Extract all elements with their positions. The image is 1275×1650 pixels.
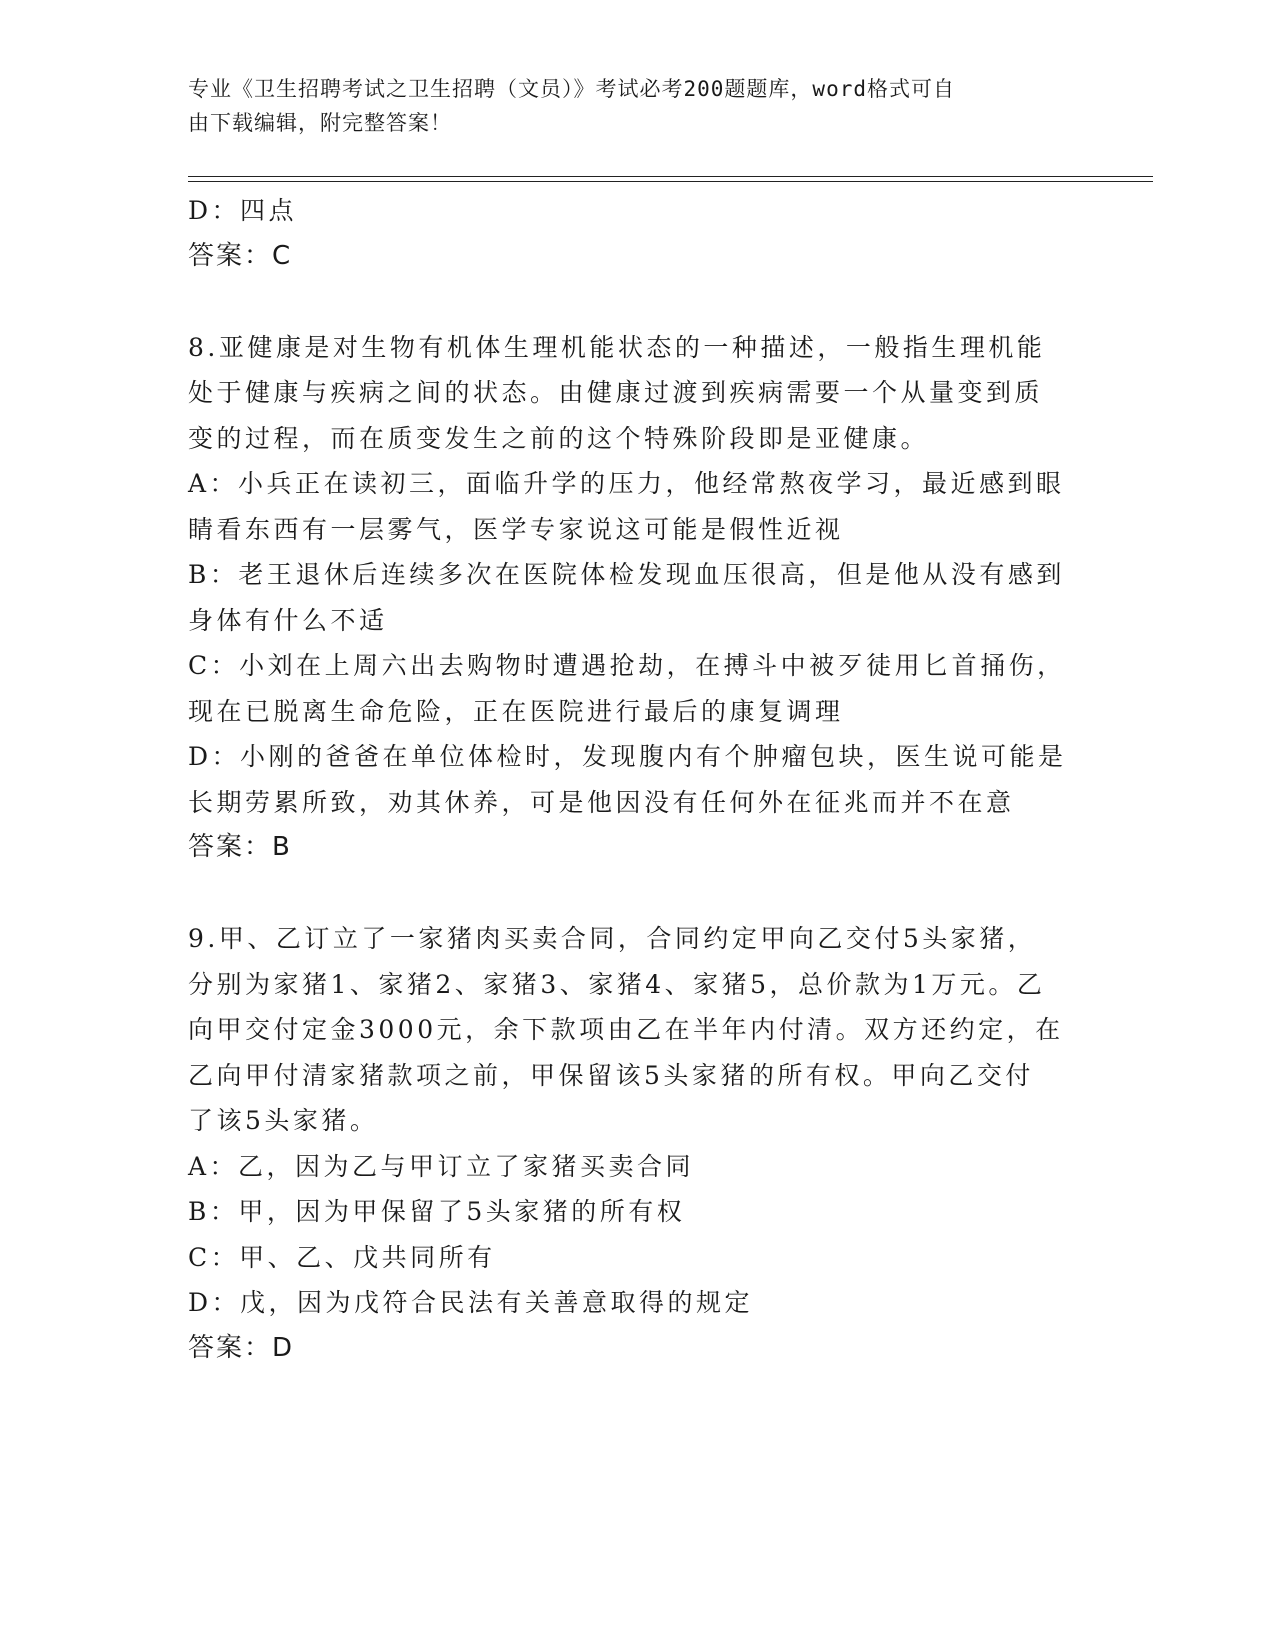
prev-answer: 答案：C: [188, 240, 293, 271]
q9-stem-line: 分别为家猪1、家猪2、家猪3、家猪4、家猪5，总价款为1万元。乙: [188, 969, 1046, 999]
q8-option-c-cont: 现在已脱离生命危险，正在医院进行最后的康复调理: [188, 696, 844, 726]
spacer: [188, 871, 1078, 917]
page-header: [188, 72, 1068, 140]
q9-option-c: C：甲、乙、戊共同所有: [188, 1242, 496, 1272]
q8-stem-line: 8.亚健康是对生物有机体生理机能状态的一种描述，一般指生理机能: [188, 332, 1046, 362]
q8-option-d: D：小刚的爸爸在单位体检时，发现腹内有个肿瘤包块，医生说可能是: [188, 742, 1067, 771]
header-line-1: 专业《卫生招聘考试之卫生招聘（文员）》考试必考200题题库，word格式可自: [188, 77, 955, 101]
spacer: [188, 279, 1078, 325]
q8-stem-line: 处于健康与疾病之间的状态。由健康过渡到疾病需要一个从量变到质: [188, 378, 1044, 407]
question-8: [188, 325, 1078, 871]
q8-option-a-cont: 睛看东西有一层雾气，医学专家说这可能是假性近视: [188, 514, 844, 544]
q9-option-a: A：乙，因为乙与甲订立了家猪买卖合同: [188, 1151, 695, 1181]
q9-answer: 答案：D: [188, 1332, 295, 1363]
q8-option-c: C：小刘在上周六出去购物时遭遇抢劫，在搏斗中被歹徒用匕首捅伤，: [188, 651, 1066, 680]
q8-stem-line: 变的过程，而在质变发生之前的这个特殊阶段即是亚健康。: [188, 423, 930, 453]
document-body: [188, 188, 1078, 1371]
q9-stem-line: 9.甲、乙订立了一家猪肉买卖合同，合同约定甲向乙交付5头家猪，: [188, 924, 1037, 953]
header-line-2: 由下载编辑，附完整答案！: [188, 111, 452, 135]
question-9: [188, 916, 1078, 1371]
header-divider-bottom: [188, 181, 1153, 182]
q8-option-b-cont: 身体有什么不适: [188, 605, 388, 635]
q8-option-b: B：老王退休后连续多次在医院体检发现血压很高，但是他从没有感到: [188, 560, 1065, 589]
q9-stem-line: 向甲交付定金3000元，余下款项由乙在半年内付清。双方还约定，在: [188, 1015, 1064, 1044]
prev-option-d: D：四点: [188, 196, 298, 225]
q9-option-d: D：戊，因为戊符合民法有关善意取得的规定: [188, 1288, 754, 1317]
q8-option-d-cont: 长期劳累所致，劝其休养，可是他因没有任何外在征兆而并不在意: [188, 787, 1015, 817]
q9-stem-line: 乙向甲付清家猪款项之前，甲保留该5头家猪的所有权。甲向乙交付: [188, 1060, 1034, 1090]
header-divider-top: [188, 176, 1153, 177]
q9-stem-line: 了该5头家猪。: [188, 1106, 379, 1135]
q8-option-a: A：小兵正在读初三，面临升学的压力，他经常熬夜学习，最近感到眼: [188, 469, 1065, 498]
q9-option-b: B：甲，因为甲保留了5头家猪的所有权: [188, 1197, 686, 1226]
q8-answer: 答案：B: [188, 832, 292, 862]
